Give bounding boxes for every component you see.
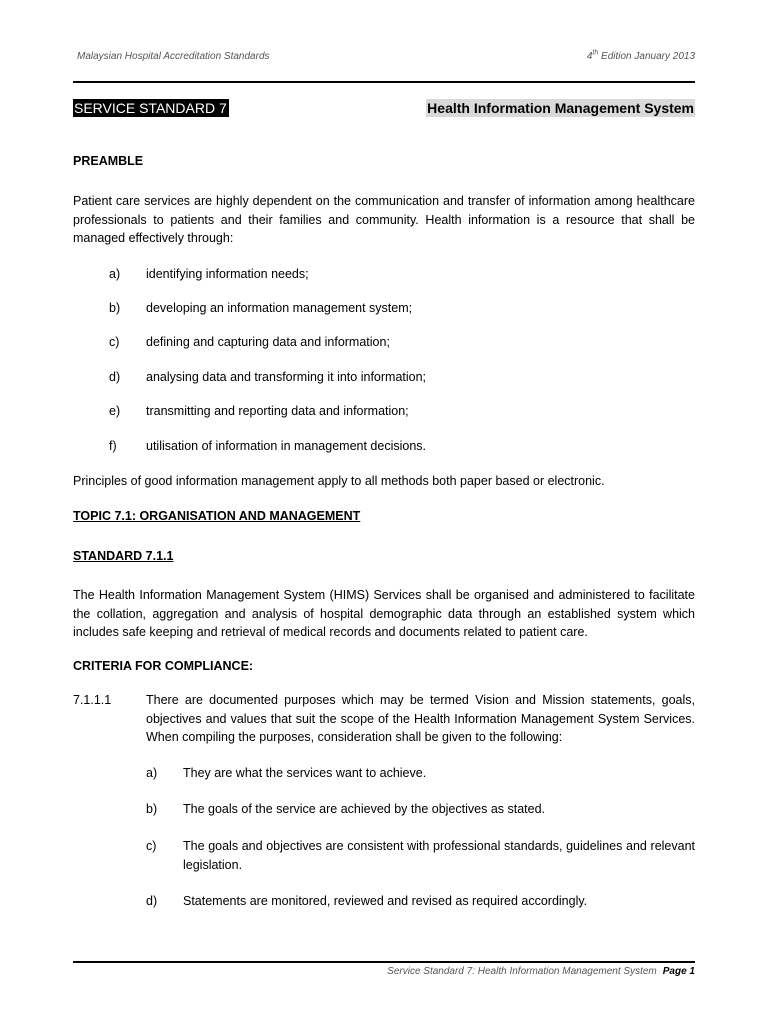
document-page: Malaysian Hospital Accreditation Standards 4th Edition January 2013 SERVICE STANDARD 7 Health Information Management System PREAMBLE Patient care services are highly dependent on the communication and transfer of information among healthcare professionals to patients and their families and community. Health information is a resource that shall be managed effectively through: a) identifying information needs; b) developing an information management system; c) defining and capturing data and information; d) analysing data and transforming it into information; e) transmitting and reporting data and information; f) utilisation of information in management decisions. Principles of good information management apply to all methods both paper based or electronic. TOPIC 7.1: ORGANISATION AND MANAGEMENT STANDARD 7.1.1 The Health Information Management System (HIMS) Services shall be organised and administered to facilitate the collation, aggregation and analysis of hospital demographic data through an established system which includes safe keeping and retrieval of medical records and documents related to patient care. CRITERIA FOR COMPLIANCE: 7.1.1.1 There are documented purposes which may be termed Vision and Mission statements, goals, objectives and values that suit the scope of the Health Information Management System Services. When compiling the purposes, consideration shall be given to the following: a) They are what the services want to achieve. b) The goals of the service are achieved by the objectives as stated. c) The goals and objectives are consistent with professional standards, guidelines and relevant legislation. d) Statements are monitored, reviewed and revised as required accordingly. Service Standard 7: Health Information Management System Page 1 (73, 49, 695, 977)
service-standard-label: SERVICE STANDARD 7 (74, 100, 227, 116)
preamble-heading: PREAMBLE (73, 154, 144, 168)
footer-title: Service Standard 7: Health Information Management System (387, 966, 657, 977)
preamble-intro: Patient care services are highly dependent on the communication and transfer of information among healthcare professionals to patients and their families and community. Health information is a resource that shall be managed effectively through: (73, 194, 695, 245)
page-number: Page 1 (662, 966, 695, 977)
criterion-text: There are documented purposes which may be termed Vision and Mission statements, goals, objectives and values that suit the scope of the Health Information Management System Services. When compiling the purposes, consideration shall be given to the following: (146, 693, 695, 744)
header-rule (73, 81, 695, 83)
header-edition: 4th Edition January 2013 (586, 49, 695, 62)
header-publication: Malaysian Hospital Accreditation Standards (77, 51, 270, 62)
running-header (77, 51, 695, 67)
standard-heading: STANDARD 7.1.1 (73, 549, 174, 563)
service-standard-title: Health Information Management System (427, 100, 694, 116)
topic-heading: TOPIC 7.1: ORGANISATION AND MANAGEMENT (73, 509, 361, 523)
criteria-heading: CRITERIA FOR COMPLIANCE: (73, 659, 254, 673)
standard-text: The Health Information Management System (HIMS) Services shall be organised and administered to facilitate the collation, aggregation and analysis of hospital demographic data through an established system which includes safe keeping and retrieval of medical records and documents related to patient care. (73, 588, 695, 639)
criterion-number: 7.1.1.1 (73, 693, 112, 707)
title-bar (73, 99, 695, 118)
running-footer (387, 966, 695, 977)
preamble-closing: Principles of good information management apply to all methods both paper based or electronic. (73, 474, 605, 488)
footer-rule (73, 961, 695, 963)
